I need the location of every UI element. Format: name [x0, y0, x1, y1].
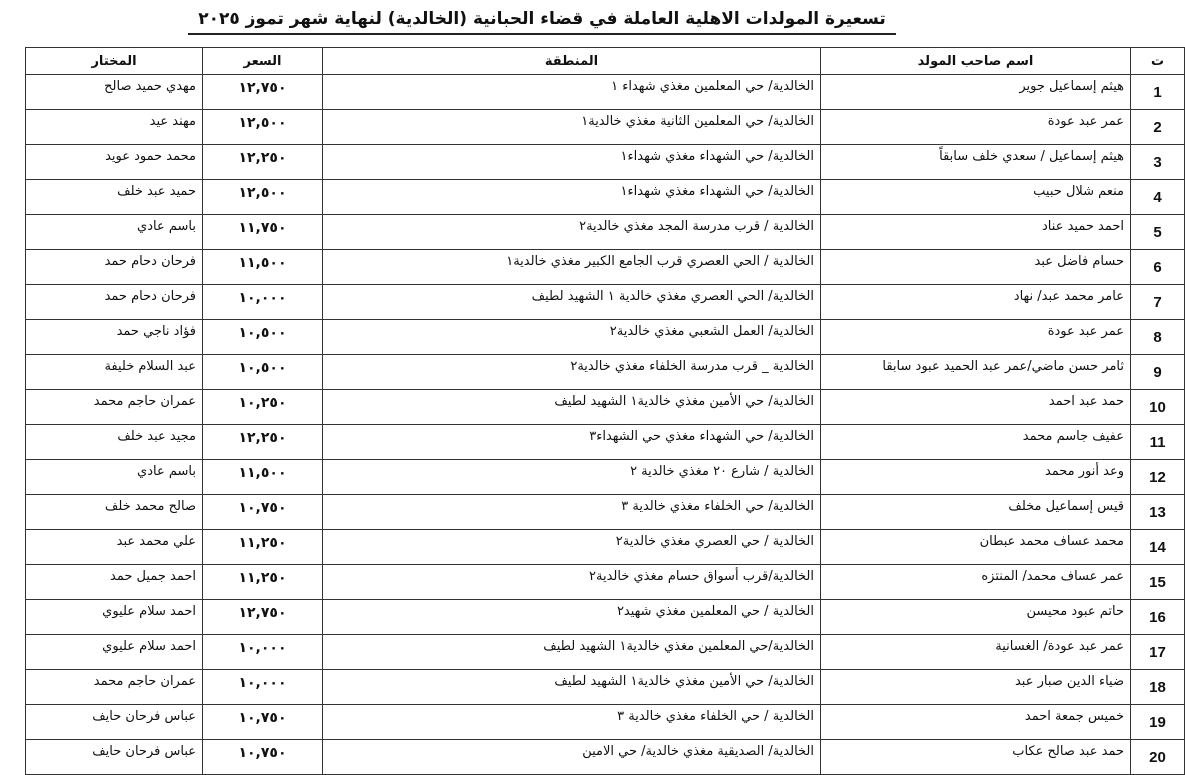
table-row	[26, 495, 1185, 530]
owner-name-cell: هيثم إسماعيل جوير	[821, 75, 1131, 110]
table-row	[26, 705, 1185, 740]
table-row	[26, 145, 1185, 180]
row-number: 15	[1131, 565, 1185, 600]
area-cell: الخالدية / حي العصري مغذي خالدية٢	[323, 530, 821, 565]
mukhtar-cell: فؤاد ناجي حمد	[26, 320, 203, 355]
mukhtar-cell: عمران حاجم محمد	[26, 390, 203, 425]
table-body	[26, 75, 1185, 775]
table-row	[26, 670, 1185, 705]
price-cell: ١١,٥٠٠	[203, 460, 323, 495]
table-row	[26, 600, 1185, 635]
mukhtar-cell: صالح محمد خلف	[26, 495, 203, 530]
price-cell: ١٢,٧٥٠	[203, 600, 323, 635]
mukhtar-cell: باسم عادي	[26, 460, 203, 495]
area-cell: الخالدية/ الصديقية مغذي خالدية/ حي الامين	[323, 740, 821, 775]
price-cell: ١٠,٢٥٠	[203, 390, 323, 425]
area-cell: الخالدية/ حي المعلمين الثانية مغذي خالدية١	[323, 110, 821, 145]
header-price: السعر	[203, 48, 323, 75]
price-cell: ١٠,٧٥٠	[203, 740, 323, 775]
table-row	[26, 740, 1185, 775]
price-cell: ١٢,٥٠٠	[203, 180, 323, 215]
owner-name-cell: حمد عبد احمد	[821, 390, 1131, 425]
price-cell: ١٠,٧٥٠	[203, 705, 323, 740]
price-cell: ١١,٥٠٠	[203, 250, 323, 285]
row-number: 13	[1131, 495, 1185, 530]
owner-name-cell: عمر عبد عودة	[821, 320, 1131, 355]
area-cell: الخالدية/حي المعلمين مغذي خالدية١ الشهيد لطيف	[323, 635, 821, 670]
price-cell: ١٠,٠٠٠	[203, 285, 323, 320]
area-cell: الخالدية / شارع ٢٠ مغذي خالدية ٢	[323, 460, 821, 495]
price-cell: ١٠,٠٠٠	[203, 670, 323, 705]
generators-table	[25, 47, 1185, 775]
header-area: المنطقة	[323, 48, 821, 75]
mukhtar-cell: عباس فرحان حايف	[26, 705, 203, 740]
owner-name-cell: محمد عساف محمد عبطان	[821, 530, 1131, 565]
owner-name-cell: حمد عبد صالح عكاب	[821, 740, 1131, 775]
table-row	[26, 355, 1185, 390]
area-cell: الخالدية/ الحي العصري مغذي خالدية ١ الشهيد لطيف	[323, 285, 821, 320]
owner-name-cell: حسام فاضل عبد	[821, 250, 1131, 285]
mukhtar-cell: مهند عيد	[26, 110, 203, 145]
row-number: 7	[1131, 285, 1185, 320]
table-row	[26, 215, 1185, 250]
price-cell: ١٠,٥٠٠	[203, 355, 323, 390]
table-row	[26, 425, 1185, 460]
price-cell: ١٢,٥٠٠	[203, 110, 323, 145]
mukhtar-cell: محمد حمود عويد	[26, 145, 203, 180]
table-row	[26, 250, 1185, 285]
area-cell: الخالدية/ حي الأمين مغذي خالدية١ الشهيد لطيف	[323, 390, 821, 425]
mukhtar-cell: احمد جميل حمد	[26, 565, 203, 600]
price-cell: ١١,٢٥٠	[203, 530, 323, 565]
area-cell: الخالدية / حي المعلمين مغذي شهيد٢	[323, 600, 821, 635]
table-row	[26, 530, 1185, 565]
area-cell: الخالدية/ حي المعلمين مغذي شهداء ١	[323, 75, 821, 110]
area-cell: الخالدية / قرب مدرسة المجد مغذي خالدية٢	[323, 215, 821, 250]
table-row	[26, 75, 1185, 110]
owner-name-cell: حاتم عبود محيسن	[821, 600, 1131, 635]
owner-name-cell: وعد أنور محمد	[821, 460, 1131, 495]
row-number: 16	[1131, 600, 1185, 635]
mukhtar-cell: عبد السلام خليفة	[26, 355, 203, 390]
row-number: 6	[1131, 250, 1185, 285]
row-number: 2	[1131, 110, 1185, 145]
area-cell: الخالدية/ حي الشهداء مغذي شهداء١	[323, 145, 821, 180]
row-number: 18	[1131, 670, 1185, 705]
price-cell: ١١,٧٥٠	[203, 215, 323, 250]
mukhtar-cell: علي محمد عبد	[26, 530, 203, 565]
price-cell: ١٢,٧٥٠	[203, 75, 323, 110]
row-number: 1	[1131, 75, 1185, 110]
price-cell: ١٠,٧٥٠	[203, 495, 323, 530]
table-row	[26, 390, 1185, 425]
mukhtar-cell: فرحان دحام حمد	[26, 250, 203, 285]
price-cell: ١٠,٥٠٠	[203, 320, 323, 355]
header-mukhtar: المختار	[26, 48, 203, 75]
mukhtar-cell: احمد سلام عليوي	[26, 600, 203, 635]
title-container	[0, 6, 1084, 35]
mukhtar-cell: عباس فرحان حايف	[26, 740, 203, 775]
price-cell: ١٢,٢٥٠	[203, 145, 323, 180]
table-row	[26, 110, 1185, 145]
owner-name-cell: خميس جمعة احمد	[821, 705, 1131, 740]
row-number: 20	[1131, 740, 1185, 775]
document-title: تسعيرة المولدات الاهلية العاملة في قضاء الحبانية (الخالدية) لنهاية شهر تموز ٢٠٢٥	[188, 6, 896, 35]
table-row	[26, 460, 1185, 495]
area-cell: الخالدية/ حي الأمين مغذي خالدية١ الشهيد لطيف	[323, 670, 821, 705]
row-number: 19	[1131, 705, 1185, 740]
row-number: 5	[1131, 215, 1185, 250]
mukhtar-cell: عمران حاجم محمد	[26, 670, 203, 705]
table-row	[26, 320, 1185, 355]
price-cell: ١١,٢٥٠	[203, 565, 323, 600]
row-number: 4	[1131, 180, 1185, 215]
table-header-row	[26, 48, 1185, 75]
mukhtar-cell: مجيد عبد خلف	[26, 425, 203, 460]
area-cell: الخالدية / الحي العصري قرب الجامع الكبير مغذي خالدية١	[323, 250, 821, 285]
table-row	[26, 565, 1185, 600]
area-cell: الخالدية/ العمل الشعبي مغذي خالدية٢	[323, 320, 821, 355]
table-row	[26, 635, 1185, 670]
row-number: 17	[1131, 635, 1185, 670]
owner-name-cell: ضياء الدين صبار عبد	[821, 670, 1131, 705]
row-number: 9	[1131, 355, 1185, 390]
row-number: 8	[1131, 320, 1185, 355]
area-cell: الخالدية / حي الخلفاء مغذي خالدية ٣	[323, 705, 821, 740]
owner-name-cell: قيس إسماعيل مخلف	[821, 495, 1131, 530]
mukhtar-cell: باسم عادي	[26, 215, 203, 250]
owner-name-cell: عمر عبد عودة	[821, 110, 1131, 145]
area-cell: الخالدية _ قرب مدرسة الخلفاء مغذي خالدية٢	[323, 355, 821, 390]
owner-name-cell: عفيف جاسم محمد	[821, 425, 1131, 460]
owner-name-cell: منعم شلال حبيب	[821, 180, 1131, 215]
header-owner-name: اسم صاحب المولد	[821, 48, 1131, 75]
row-number: 10	[1131, 390, 1185, 425]
price-cell: ١٠,٠٠٠	[203, 635, 323, 670]
owner-name-cell: هيثم إسماعيل / سعدي خلف سابقاً	[821, 145, 1131, 180]
owner-name-cell: عمر عساف محمد/ المنتزه	[821, 565, 1131, 600]
area-cell: الخالدية/ حي الخلفاء مغذي خالدية ٣	[323, 495, 821, 530]
row-number: 11	[1131, 425, 1185, 460]
area-cell: الخالدية/قرب أسواق حسام مغذي خالدية٢	[323, 565, 821, 600]
table-row	[26, 285, 1185, 320]
mukhtar-cell: فرحان دحام حمد	[26, 285, 203, 320]
row-number: 12	[1131, 460, 1185, 495]
owner-name-cell: عامر محمد عبد/ نهاد	[821, 285, 1131, 320]
area-cell: الخالدية/ حي الشهداء مغذي شهداء١	[323, 180, 821, 215]
owner-name-cell: احمد حميد عناد	[821, 215, 1131, 250]
header-num: ت	[1131, 48, 1185, 75]
price-cell: ١٢,٢٥٠	[203, 425, 323, 460]
area-cell: الخالدية/ حي الشهداء مغذي حي الشهداء٣	[323, 425, 821, 460]
owner-name-cell: ثامر حسن ماضي/عمر عبد الحميد عبود سابقا	[821, 355, 1131, 390]
mukhtar-cell: احمد سلام عليوي	[26, 635, 203, 670]
row-number: 14	[1131, 530, 1185, 565]
mukhtar-cell: مهدي حميد صالح	[26, 75, 203, 110]
table-row	[26, 180, 1185, 215]
owner-name-cell: عمر عبد عودة/ الغسانية	[821, 635, 1131, 670]
mukhtar-cell: حميد عبد خلف	[26, 180, 203, 215]
row-number: 3	[1131, 145, 1185, 180]
